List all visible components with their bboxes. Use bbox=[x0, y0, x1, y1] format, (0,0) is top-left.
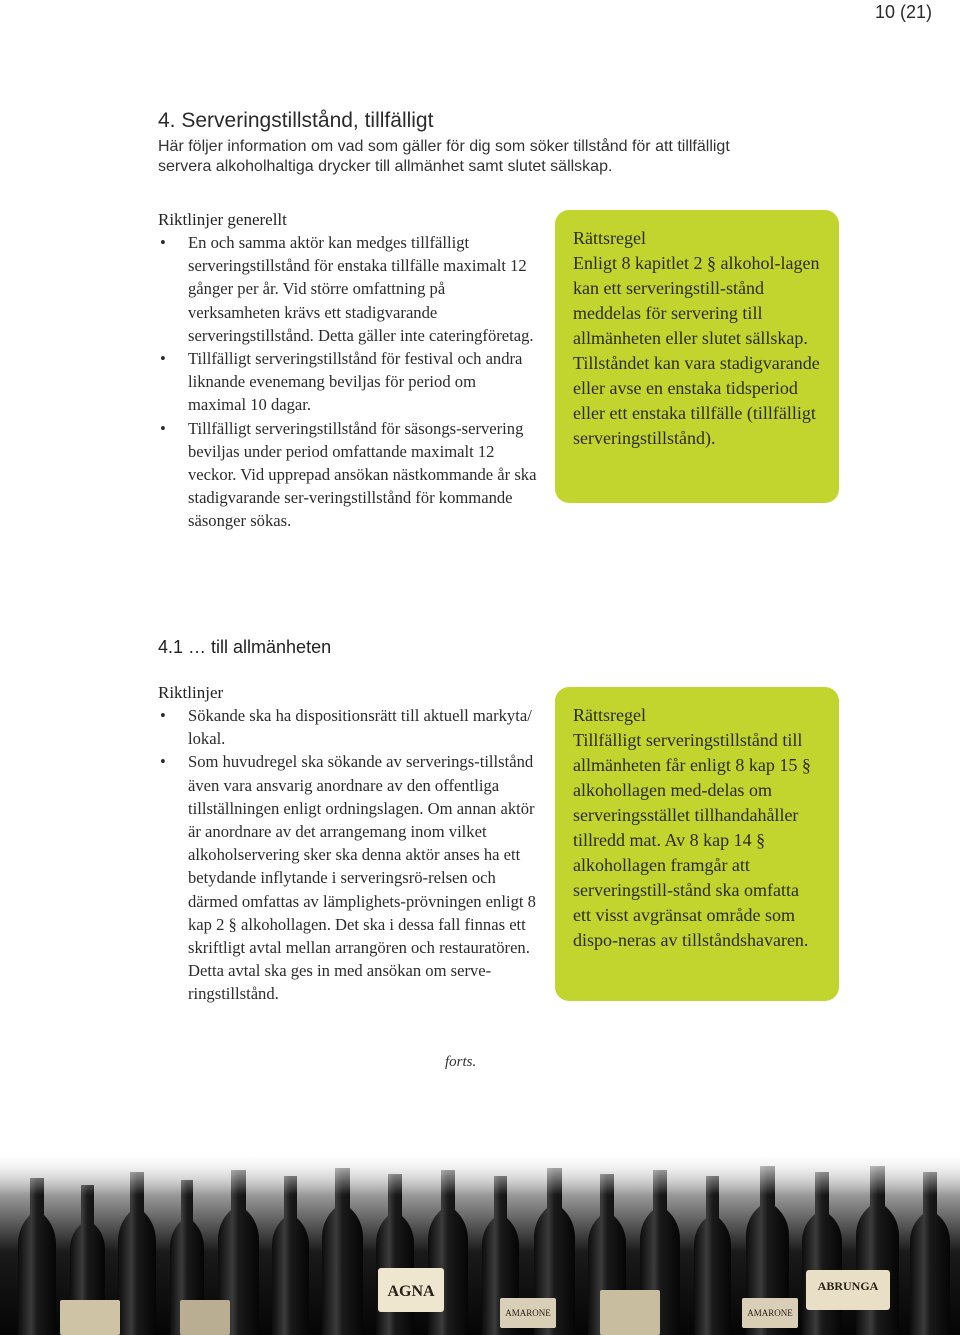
bottle-label-text: AMARONE bbox=[505, 1308, 551, 1318]
list-item: • En och samma aktör kan medges tillfälligt serveringstillstånd för enstaka tillfälle maximalt 12 gånger per år. Vid större omfattning på verksamheten krävs ett stadigvarande serveringstillstånd. Detta gäller inte cateringföretag. bbox=[158, 231, 538, 347]
legal-rule-box-1 bbox=[555, 210, 839, 503]
legal-rule-text: Tillfälligt serveringstillstånd till allmänheten får enligt 8 kap 15 § alkohollagen med-delas om serveringsstället tillhandahåller tillredd mat. Av 8 kap 14 § alkohollagen framgår att serveringstill-stånd ska omfatta ett visst avgränsat område som dispo-neras av tillståndshavaren. bbox=[573, 730, 811, 950]
guidelines-general-heading: Riktlinjer generellt bbox=[158, 210, 287, 229]
list-item: • Som huvudregel ska sökande av serverings-tillstånd även vara ansvarig anordnare av den offentliga tillställningen enligt ordningslagen. Om annan aktör är anordnare av det arrangemang inom vilket alkoholservering sker ska denna aktör anses ha ett betydande inflytande i serveringsrö-relsen och därmed omfattas av lämplighets-prövningen enligt 8 kap 2 § alkohollagen. Det ska i dessa fall finnas ett skriftligt avtal mellan arrangören och restauratören. Detta avtal ska ges in med ansökan om serve-ringstillstånd. bbox=[158, 750, 538, 1005]
list-item: • Tillfälligt serveringstillstånd för säsongs-servering beviljas under period omfattande maximalt 12 veckor. Vid upprepad ansökan nästkommande år ska stadigvarande ser-veringstillstånd för kommande säsonger sökas. bbox=[158, 417, 538, 533]
guidelines-public-list bbox=[158, 704, 538, 1006]
continued-note: forts. bbox=[445, 1054, 477, 1070]
bottle-label-text: AMARONE bbox=[747, 1308, 793, 1318]
list-item: • Tillfälligt serveringstillstånd för festival och andra liknande evenemang beviljas för period om maximal 10 dagar. bbox=[158, 347, 538, 417]
legal-rule-box-2 bbox=[555, 687, 839, 1001]
page-number: 10 (21) bbox=[874, 2, 932, 22]
legal-rule-text: Enligt 8 kapitlet 2 § alkohol-lagen kan ett serveringstill-stånd meddelas för servering till allmänheten eller slutet sällskap. Tillståndet kan vara stadigvarande eller avse en enstaka tidsperiod eller ett enstaka tillfälle (tillfälligt serveringstillstånd). bbox=[573, 253, 820, 448]
section-title: 4. Serveringstillstånd, tillfälligt bbox=[158, 109, 434, 132]
legal-rule-heading: Rättsregel bbox=[573, 228, 646, 248]
guidelines-public bbox=[158, 681, 538, 1006]
bottle-label-text: AGNA bbox=[387, 1283, 435, 1300]
section-intro: Här följer information om vad som gäller för dig som söker tillstånd för att tillfälligt servera alkoholhaltiga drycker till allmänhet samt slutet sällskap. bbox=[158, 138, 730, 175]
guidelines-general-list bbox=[158, 231, 538, 533]
legal-rule-heading: Rättsregel bbox=[573, 705, 646, 725]
bottle-label-text: ABRUNGA bbox=[817, 1279, 879, 1293]
subsection-title: 4.1 … till allmänheten bbox=[158, 637, 332, 657]
list-item: • Sökande ska ha dispositionsrätt till aktuell markyta/ lokal. bbox=[158, 704, 538, 750]
guidelines-public-heading: Riktlinjer bbox=[158, 683, 224, 702]
guidelines-general bbox=[158, 208, 538, 533]
wine-bottles-photo bbox=[0, 1150, 960, 1335]
